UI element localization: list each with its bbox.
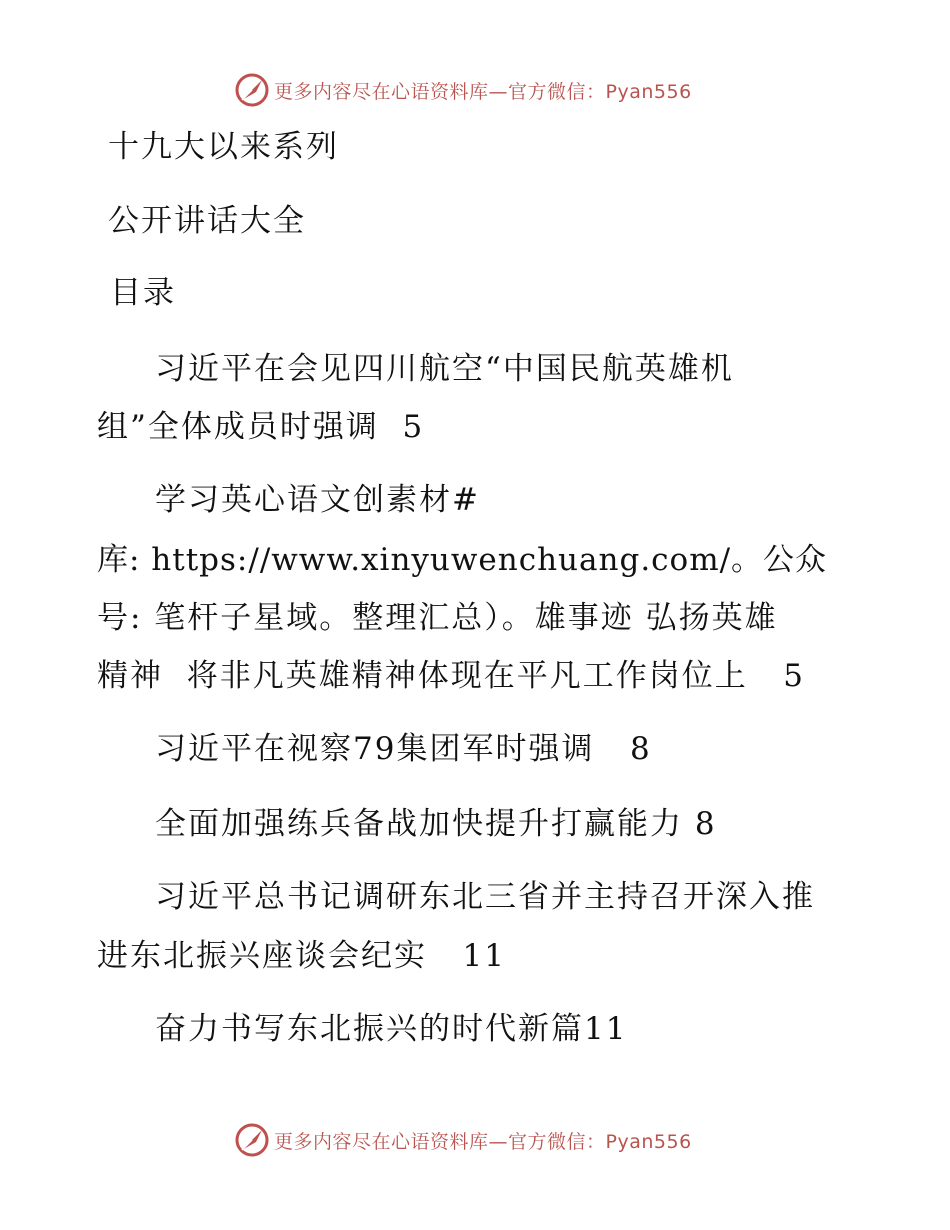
toc-entry-line: 组”全体成员时强调 5 bbox=[97, 409, 425, 445]
toc-entry-line: 习近平在会见四川航空“中国民航英雄机 bbox=[155, 351, 734, 387]
watermark-text: 更多内容尽在心语资料库—官方微信：Pyan556 bbox=[274, 80, 692, 103]
toc-entry-line: 习近平总书记调研东北三省并主持召开深入推 bbox=[155, 879, 815, 915]
toc-entry-line: 全面加强练兵备战加快提升打赢能力 8 bbox=[155, 806, 717, 842]
toc-entry-line: 精神 将非凡英雄精神体现在平凡工作岗位上 5 bbox=[97, 658, 805, 694]
toc-entry-line: 学习英心语文创素材# bbox=[155, 482, 480, 518]
document-title-line-1: 十九大以来系列 bbox=[108, 129, 339, 165]
footer-watermark bbox=[234, 1120, 692, 1160]
watermark-text: 更多内容尽在心语资料库—官方微信：Pyan556 bbox=[274, 1130, 692, 1153]
toc-entry-line: 习近平在视察79集团军时强调 8 bbox=[155, 731, 652, 767]
quill-pen-logo-icon bbox=[234, 72, 270, 108]
toc-entry-line: 库: https://www.xinyuwenchuang.com/。公众 bbox=[97, 542, 828, 578]
toc-entry-line: 奋力书写东北振兴的时代新篇11 bbox=[155, 1011, 628, 1047]
document-title-line-2: 公开讲话大全 bbox=[108, 203, 306, 239]
quill-pen-logo-icon bbox=[234, 1122, 270, 1158]
toc-heading: 目录 bbox=[110, 275, 176, 311]
toc-entry-line: 进东北振兴座谈会纪实 11 bbox=[97, 938, 507, 974]
toc-entry-line: 号: 笔杆子星域。整理汇总）。雄事迹 弘扬英雄 bbox=[97, 600, 778, 636]
header-watermark bbox=[234, 70, 692, 110]
